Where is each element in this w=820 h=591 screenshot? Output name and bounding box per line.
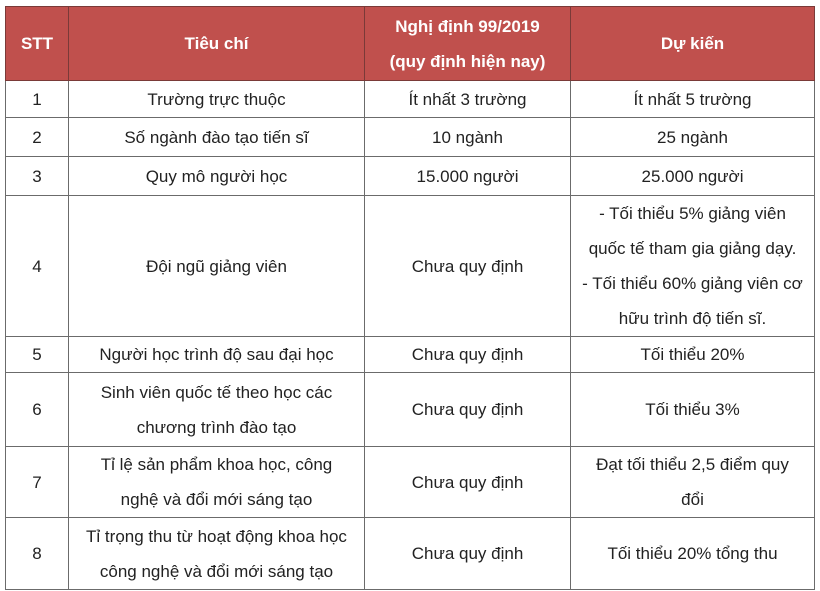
cell-criterion bbox=[69, 447, 365, 518]
cell-proposed bbox=[571, 373, 815, 447]
cell-proposed-line: 25.000 người bbox=[641, 166, 744, 186]
header-criterion: Tiêu chí bbox=[69, 7, 365, 81]
cell-proposed-line: Đạt tối thiểu 2,5 điểm quy bbox=[596, 455, 789, 474]
cell-criterion bbox=[69, 81, 365, 118]
cell-proposed-line: quốc tế tham gia giảng dạy. bbox=[588, 239, 797, 258]
table-row bbox=[6, 196, 815, 337]
cell-proposed-line: - Tối thiểu 60% giảng viên cơ bbox=[582, 274, 803, 293]
header-proposed: Dự kiến bbox=[571, 7, 815, 81]
cell-current: Chưa quy định bbox=[365, 518, 571, 590]
cell-criterion-line: Đội ngũ giảng viên bbox=[146, 256, 287, 276]
cell-proposed-line: Tối thiểu 20% bbox=[640, 345, 745, 364]
cell-stt: 6 bbox=[6, 373, 69, 447]
cell-criterion-line: Trường trực thuộc bbox=[147, 89, 286, 109]
cell-stt: 7 bbox=[6, 447, 69, 518]
cell-stt: 5 bbox=[6, 337, 69, 373]
cell-stt: 1 bbox=[6, 81, 69, 118]
cell-criterion bbox=[69, 518, 365, 590]
table-row bbox=[6, 373, 815, 447]
cell-criterion-line: Tỉ trọng thu từ hoạt động khoa học bbox=[86, 526, 347, 546]
cell-criterion bbox=[69, 337, 365, 373]
cell-proposed bbox=[571, 518, 815, 590]
comparison-table bbox=[5, 6, 815, 590]
cell-proposed-line: đổi bbox=[681, 490, 704, 509]
cell-current: Chưa quy định bbox=[365, 373, 571, 447]
cell-current: Chưa quy định bbox=[365, 447, 571, 518]
header-decree-line2: (quy định hiện nay) bbox=[389, 51, 546, 71]
table-row bbox=[6, 157, 815, 196]
table-row bbox=[6, 81, 815, 118]
cell-current: Ít nhất 3 trường bbox=[365, 81, 571, 118]
table-row bbox=[6, 518, 815, 590]
cell-proposed-line: hữu trình độ tiến sĩ. bbox=[618, 309, 767, 328]
header-decree-line1: Nghị định 99/2019 bbox=[395, 16, 540, 36]
cell-stt: 2 bbox=[6, 118, 69, 157]
cell-current: 10 ngành bbox=[365, 118, 571, 157]
cell-criterion-line: Sinh viên quốc tế theo học các bbox=[100, 382, 333, 402]
cell-criterion bbox=[69, 196, 365, 337]
table-row bbox=[6, 118, 815, 157]
cell-stt: 8 bbox=[6, 518, 69, 590]
cell-proposed-line: 25 ngành bbox=[657, 127, 728, 147]
cell-proposed bbox=[571, 81, 815, 118]
cell-current: Chưa quy định bbox=[365, 337, 571, 373]
cell-proposed-line: Tối thiểu 3% bbox=[645, 400, 740, 419]
table-row bbox=[6, 447, 815, 518]
header-row bbox=[6, 7, 815, 81]
cell-current: Chưa quy định bbox=[365, 196, 571, 337]
cell-criterion-line: nghệ và đổi mới sáng tạo bbox=[120, 490, 313, 509]
cell-proposed bbox=[571, 118, 815, 157]
cell-proposed-line: Ít nhất 5 trường bbox=[633, 89, 752, 109]
cell-criterion bbox=[69, 118, 365, 157]
cell-criterion-line: Số ngành đào tạo tiến sĩ bbox=[124, 127, 309, 147]
cell-stt: 3 bbox=[6, 157, 69, 196]
cell-proposed-line: - Tối thiểu 5% giảng viên bbox=[599, 204, 786, 223]
cell-criterion-line: Quy mô người học bbox=[145, 166, 288, 186]
cell-proposed-line: Tối thiểu 20% tổng thu bbox=[607, 544, 778, 563]
cell-criterion-line: Tỉ lệ sản phẩm khoa học, công bbox=[100, 455, 333, 474]
cell-criterion bbox=[69, 373, 365, 447]
table-row bbox=[6, 337, 815, 373]
cell-criterion-line: công nghệ và đổi mới sáng tạo bbox=[99, 561, 334, 581]
cell-stt: 4 bbox=[6, 196, 69, 337]
header-stt: STT bbox=[6, 7, 69, 81]
cell-current: 15.000 người bbox=[365, 157, 571, 196]
cell-proposed bbox=[571, 337, 815, 373]
cell-proposed bbox=[571, 196, 815, 337]
cell-proposed bbox=[571, 157, 815, 196]
cell-criterion bbox=[69, 157, 365, 196]
cell-criterion-line: chương trình đào tạo bbox=[136, 417, 297, 437]
cell-criterion-line: Người học trình độ sau đại học bbox=[99, 345, 334, 364]
header-decree bbox=[365, 7, 571, 81]
cell-proposed bbox=[571, 447, 815, 518]
